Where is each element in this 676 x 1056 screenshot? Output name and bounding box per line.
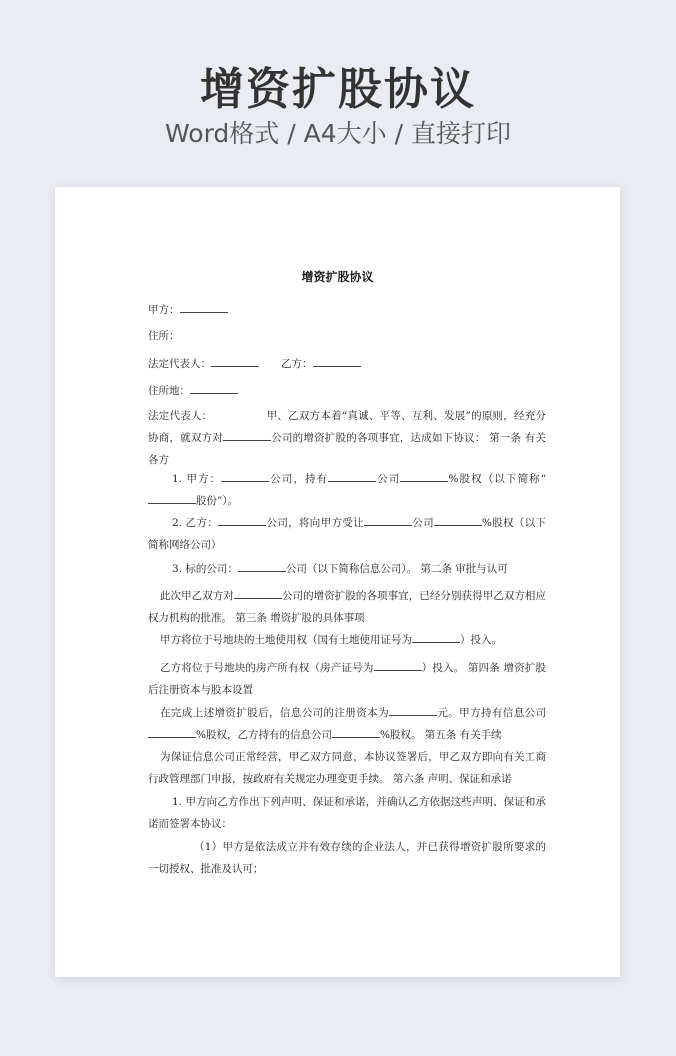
- p2-text-e: 股份”）。: [196, 495, 239, 507]
- paragraph-legal-entity: [148, 836, 546, 880]
- p3-text-b: 公司，将向甲方受让: [266, 517, 364, 529]
- p2-text-d: %股权（以下简称“: [448, 473, 547, 485]
- p2-blank-2[interactable]: [328, 471, 376, 482]
- paragraph-principles: [148, 405, 546, 471]
- p5-text-b: 公司的增资扩股的各项事宜，已经分别获得甲乙双方相应权力机构的批准。 第三条 增资扩股的具体事项: [148, 590, 546, 624]
- p6-blank[interactable]: [412, 632, 460, 643]
- p8-text-a: 在完成上述增资扩股后，信息公司的注册资本为: [160, 707, 389, 719]
- p9-text: 为保证信息公司正常经营，甲乙双方同意，本协议签署后，甲乙双方即向有关工商行政管理部门申报，按政府有关规定办理变更手续。 第六条 声明、保证和承诺: [148, 751, 546, 785]
- document-title: 增资扩股协议: [301, 270, 374, 284]
- p3-text-d: %股权（以下简称网络公司）: [148, 517, 547, 551]
- party-a-blank[interactable]: [180, 302, 228, 313]
- p4-text-a: 3. 标的公司：: [172, 563, 238, 575]
- p5-text-a: 此次甲乙双方对: [160, 590, 234, 602]
- paragraph-party-a: [148, 468, 546, 512]
- paragraph-target-company: [148, 558, 546, 580]
- p1-text-a: 法定代表人：: [148, 410, 213, 422]
- paragraph-land-use: [148, 629, 546, 651]
- p6-text-a: 甲方将位于号地块的土地使用权（国有土地使用证号为: [160, 634, 412, 646]
- p7-text-b: ）投入。 第四条 增资扩股后注册资本与股本设置: [148, 662, 546, 696]
- document-page: [55, 187, 620, 977]
- p3-text-c: 公司: [411, 517, 434, 529]
- p1-company-blank[interactable]: [223, 430, 271, 441]
- p7-blank[interactable]: [374, 660, 422, 671]
- p8-blank-1[interactable]: [389, 705, 437, 716]
- legal-rep-blank[interactable]: [211, 356, 259, 367]
- p8-text-b: 元。甲方持有信息公司: [436, 707, 547, 719]
- p3-blank-1[interactable]: [218, 515, 266, 526]
- p5-blank[interactable]: [234, 588, 282, 599]
- legal-rep-label: 法定代表人：: [148, 358, 211, 370]
- p10-text: 1. 甲方向乙方作出下列声明、保证和承诺，并确认乙方依据这些声明、保证和承诺而签署本协议：: [148, 796, 546, 830]
- paragraph-party-b: [148, 512, 546, 556]
- address-label: 住所地：: [148, 385, 190, 397]
- legal-rep-line: [148, 356, 361, 371]
- address-blank[interactable]: [190, 383, 238, 394]
- address-line: [148, 383, 238, 398]
- p3-text-a: 2. 乙方：: [172, 517, 219, 529]
- party-b-blank[interactable]: [313, 356, 361, 367]
- party-a-line: [148, 302, 228, 317]
- p4-text-b: 公司（以下简称信息公司）。 第二条 审批与认可: [285, 563, 508, 575]
- paragraph-capital: [148, 702, 546, 746]
- banner-title: 增资扩股协议: [200, 64, 476, 115]
- paragraph-property: [148, 657, 546, 701]
- p8-blank-2[interactable]: [148, 727, 196, 738]
- p2-blank-4[interactable]: [148, 493, 196, 504]
- p3-blank-2[interactable]: [364, 515, 412, 526]
- p6-text-b: ）投入。: [460, 634, 502, 646]
- p2-text-c: 公司: [376, 473, 401, 485]
- p2-text-b: 公司，持有: [269, 473, 329, 485]
- p2-text-a: 1. 甲方：: [172, 473, 222, 485]
- party-a-label: 甲方：: [148, 304, 180, 316]
- p8-text-d: %股权。 第五条 有关手续: [379, 729, 502, 741]
- p1-text-b: 甲、乙双方本着“真诚、平等、互利、发展”的原则，经充分协商，就双方对: [148, 410, 546, 444]
- paragraph-declarations: [148, 791, 546, 835]
- p1-text-c: 公司的增资扩股的各项事宜，达成如下协议： 第一条 有关各方: [148, 432, 546, 466]
- p11-text: （1）甲方是依法成立并有效存续的企业法人，并已获得增资扩股所要求的一切授权、批准及认可；: [148, 841, 546, 875]
- p7-text-a: 乙方将位于号地块的房产所有权（房产证号为: [160, 662, 374, 674]
- banner-subtitle: Word格式 / A4大小 / 直接打印: [165, 119, 511, 148]
- p2-blank-3[interactable]: [400, 471, 448, 482]
- residence-line: [148, 329, 180, 343]
- p4-blank[interactable]: [238, 561, 286, 572]
- p3-blank-3[interactable]: [434, 515, 482, 526]
- party-b-label: 乙方：: [281, 358, 313, 370]
- p2-blank-1[interactable]: [221, 471, 269, 482]
- paragraph-procedures: [148, 746, 546, 790]
- residence-label: 住所：: [148, 330, 180, 342]
- p8-text-c: %股权，乙方持有的信息公司: [196, 729, 332, 741]
- p8-blank-3[interactable]: [332, 727, 380, 738]
- paragraph-approval: [148, 585, 546, 629]
